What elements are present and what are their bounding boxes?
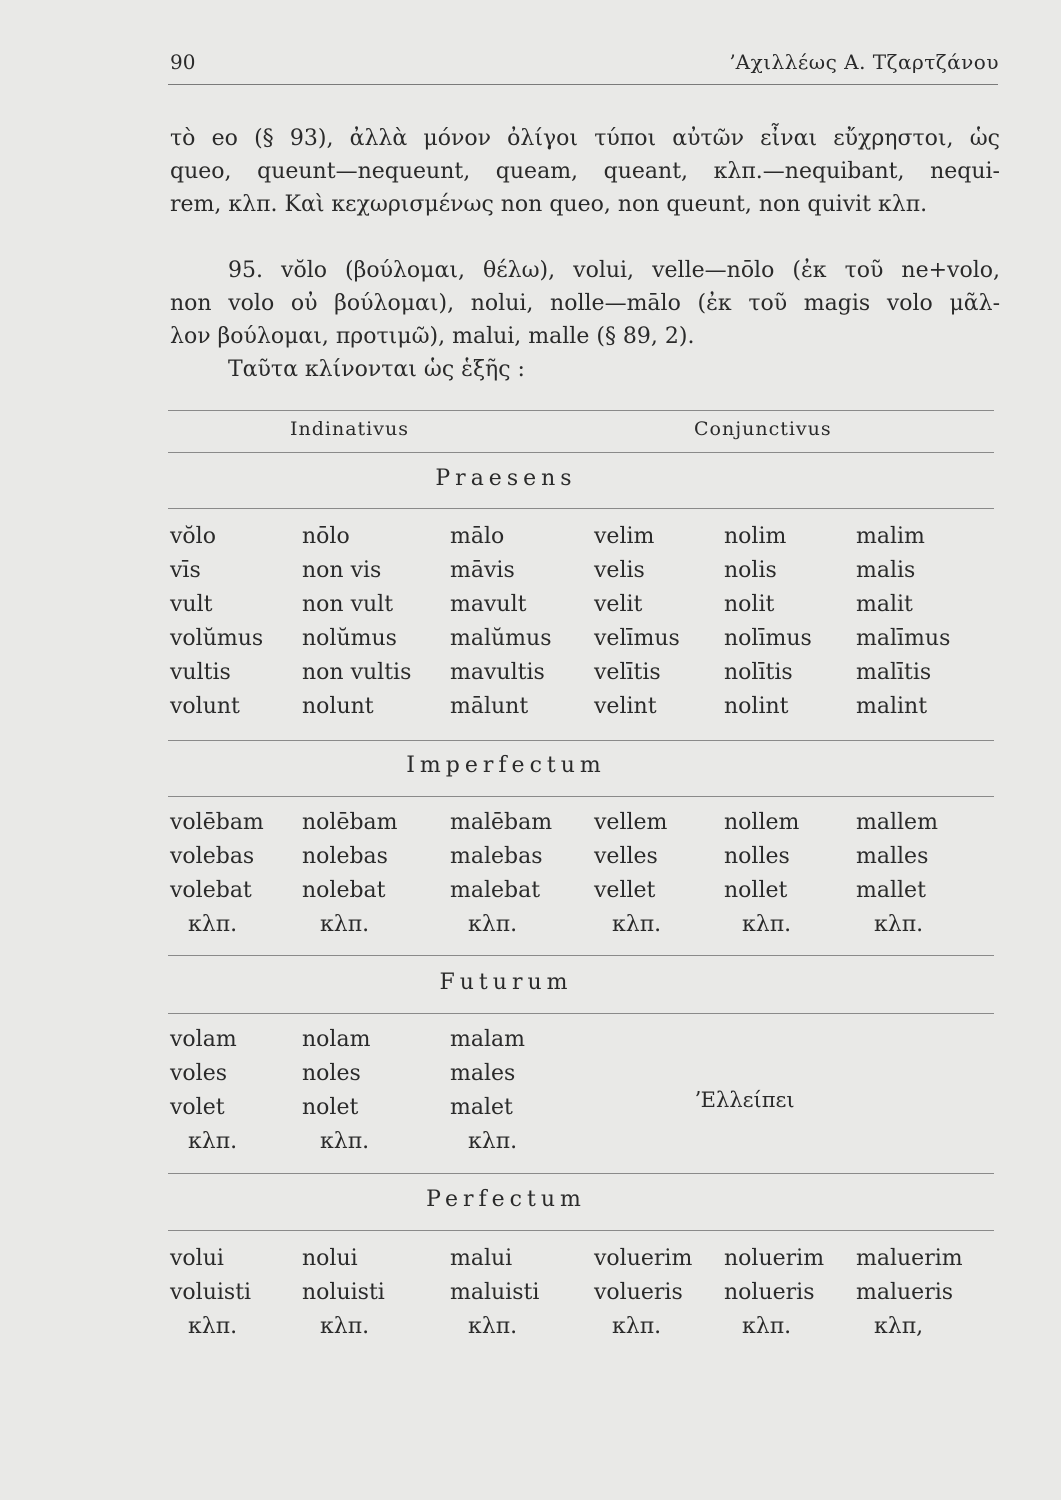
table-cell: males [450, 1061, 516, 1086]
table-cell: volui [170, 1246, 224, 1271]
table-cell: nolim [724, 524, 787, 549]
table-cell: nolītis [724, 660, 793, 685]
paragraph-1 [170, 122, 1000, 221]
section-bottom-rule [168, 1173, 994, 1174]
table-cell: maluisti [450, 1280, 540, 1305]
p1-line-1: τὸ eo (§ 93), ἀλλὰ μόνον ὀλίγοι τύποι αὐτῶν εἶναι εὔχρηστοι, ὡς [170, 126, 1000, 151]
table-cell: volebas [170, 844, 255, 869]
table-cell: κλπ. [742, 1314, 792, 1339]
section-rule [168, 1013, 994, 1014]
table-cell: nollem [724, 810, 800, 835]
table-cell: voles [170, 1061, 228, 1086]
table-cell: nollet [724, 878, 788, 903]
table-cell: nolis [724, 558, 777, 583]
page-number: 90 [170, 50, 196, 74]
table-cell: κλπ. [468, 1314, 518, 1339]
table-cell: nolles [724, 844, 790, 869]
table-cell: nolint [724, 694, 789, 719]
table-cell: malueris [856, 1280, 954, 1305]
section-rule [168, 508, 994, 509]
table-cell: κλπ. [188, 1129, 238, 1154]
table-cell: velītis [594, 660, 661, 685]
p1-line-3: rem, κλπ. Καὶ κεχωρισμένως non queo, non queunt, non quivit κλπ. [170, 192, 928, 217]
section-title: Perfectum [426, 1187, 586, 1212]
table-cell: volŭmus [170, 626, 264, 651]
running-title: ʼΑχιλλέως Α. Τζαρτζάνου [728, 50, 999, 74]
p2-line-2: non volo οὐ βούλομαι), nolui, nolle—mālo (ἐκ τοῦ magis volo μᾶλ- [170, 291, 1000, 316]
table-cell: mālunt [450, 694, 529, 719]
table-cell: malet [450, 1095, 513, 1120]
table-cell: malim [856, 524, 925, 549]
missing-label: ʼΕλλείπει [694, 1088, 795, 1112]
section-bottom-rule [168, 955, 994, 956]
table-cell: vellet [594, 878, 656, 903]
table-cell: non vult [302, 592, 394, 617]
table-cell: vŏlo [170, 524, 216, 549]
table-cell: velit [594, 592, 643, 617]
table-cell: κλπ. [612, 1314, 662, 1339]
table-cell: velis [594, 558, 645, 583]
col-header-indicative: Indinativus [290, 418, 409, 440]
table-cell: vult [170, 592, 213, 617]
table-cell: vellem [594, 810, 668, 835]
table-cell: malles [856, 844, 929, 869]
table-cell: mallem [856, 810, 938, 835]
table-cell: voluisti [170, 1280, 252, 1305]
table-cell: κλπ. [742, 912, 792, 937]
table-cell: nolui [302, 1246, 358, 1271]
table-cell: malit [856, 592, 913, 617]
table-cell: malam [450, 1027, 525, 1052]
table-cell: malŭmus [450, 626, 552, 651]
table-cell: vultis [170, 660, 231, 685]
table-cell: noluisti [302, 1280, 385, 1305]
table-cell: volam [170, 1027, 237, 1052]
table-cell: nolebat [302, 878, 386, 903]
table-cell: noluerim [724, 1246, 825, 1271]
table-cell: maluerim [856, 1246, 963, 1271]
section-rule [168, 1230, 994, 1231]
p2-line-4: Ταῦτα κλίνονται ὡς ἑξῆς : [228, 357, 525, 382]
table-cell: volet [170, 1095, 225, 1120]
table-cell: nolueris [724, 1280, 815, 1305]
table-cell: κλπ, [874, 1314, 924, 1339]
table-cell: κλπ. [612, 912, 662, 937]
table-cell: nōlo [302, 524, 350, 549]
table-cell: κλπ. [320, 1314, 370, 1339]
table-cell: κλπ. [468, 1129, 518, 1154]
table-cell: malēbam [450, 810, 553, 835]
table-cell: malebas [450, 844, 543, 869]
section-bottom-rule [168, 740, 994, 741]
table-cell: non vultis [302, 660, 412, 685]
table-cell: māvis [450, 558, 515, 583]
table-cell: velles [594, 844, 658, 869]
table-cell: non vis [302, 558, 382, 583]
table-cell: volebat [170, 878, 252, 903]
col-header-rule [168, 452, 994, 453]
table-cell: nolunt [302, 694, 374, 719]
table-cell: κλπ. [188, 912, 238, 937]
p1-line-2: queo, queunt—nequeunt, queam, queant, κλπ.—nequibant, nequi- [170, 159, 1000, 184]
table-cell: mālo [450, 524, 505, 549]
table-cell: malītis [856, 660, 932, 685]
table-cell: mavultis [450, 660, 545, 685]
table-cell: velint [594, 694, 657, 719]
table-top-rule [168, 410, 994, 411]
table-cell: volueris [594, 1280, 683, 1305]
p2-line-1: 95. vŏlo (βούλομαι, θέλω), volui, velle—nōlo (ἐκ τοῦ ne+volo, [228, 258, 1000, 283]
section-title: Futurum [439, 970, 573, 995]
table-cell: nolīmus [724, 626, 812, 651]
table-cell: velīmus [594, 626, 680, 651]
col-header-conjunctive: Conjunctivus [694, 418, 832, 440]
table-cell: κλπ. [188, 1314, 238, 1339]
table-cell: malui [450, 1246, 513, 1271]
table-cell: κλπ. [874, 912, 924, 937]
table-cell: vīs [170, 558, 201, 583]
section-title: Imperfectum [406, 753, 606, 778]
table-cell: nolēbam [302, 810, 398, 835]
table-cell: velim [594, 524, 655, 549]
table-cell: nolebas [302, 844, 388, 869]
table-cell: κλπ. [320, 1129, 370, 1154]
table-cell: κλπ. [468, 912, 518, 937]
table-cell: malis [856, 558, 916, 583]
table-cell: nolŭmus [302, 626, 397, 651]
table-cell: mavult [450, 592, 527, 617]
table-cell: nolit [724, 592, 775, 617]
table-cell: malīmus [856, 626, 951, 651]
table-cell: malebat [450, 878, 541, 903]
paragraph-2 [170, 254, 1000, 386]
table-cell: noles [302, 1061, 361, 1086]
header-rule [168, 84, 998, 85]
table-cell: nolet [302, 1095, 359, 1120]
table-cell: nolam [302, 1027, 371, 1052]
table-cell: volēbam [170, 810, 264, 835]
section-rule [168, 796, 994, 797]
table-cell: volunt [170, 694, 240, 719]
table-cell: voluerim [594, 1246, 693, 1271]
section-title: Praesens [435, 466, 577, 491]
table-cell: mallet [856, 878, 926, 903]
table-cell: κλπ. [320, 912, 370, 937]
p2-line-3: λον βούλομαι, προτιμῶ), malui, malle (§ 89, 2). [170, 324, 695, 349]
table-cell: malint [856, 694, 928, 719]
